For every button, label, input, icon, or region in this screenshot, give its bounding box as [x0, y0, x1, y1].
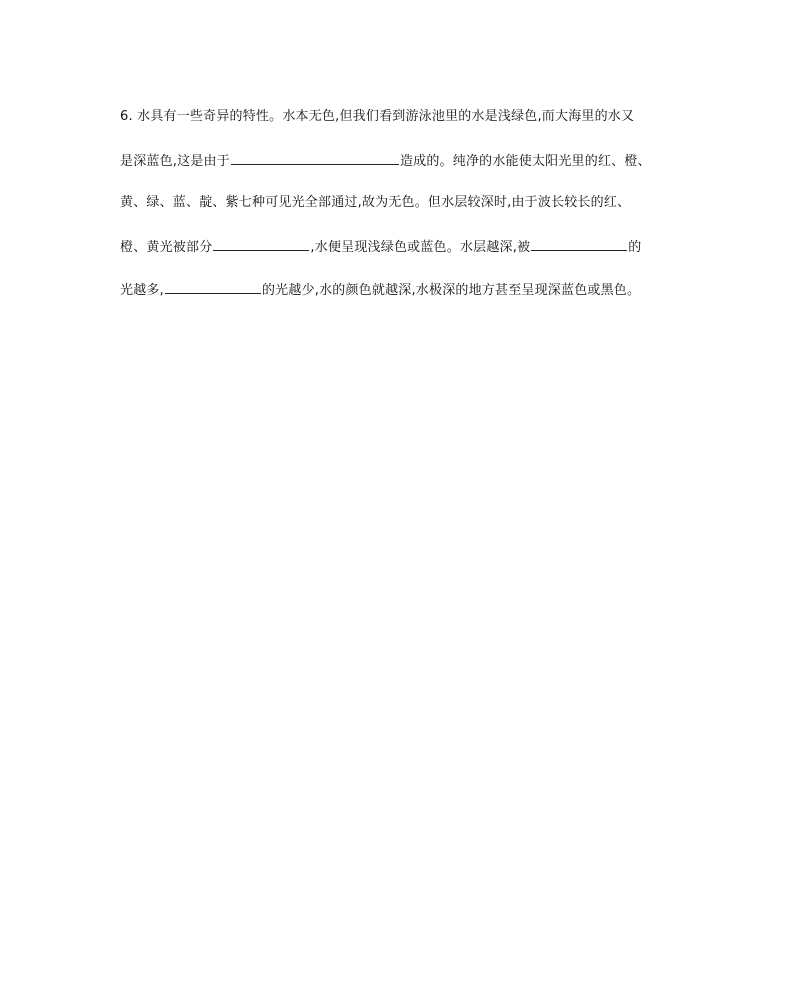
question-text: 的光越少,水的颜色就越深,水极深的地方甚至呈现深蓝色或黑色。 — [261, 283, 641, 298]
question-text: 橙、黄光被部分 — [120, 240, 213, 255]
answer-blank-4[interactable] — [165, 276, 261, 294]
answer-blank-1[interactable] — [231, 147, 399, 165]
question-6 — [120, 104, 680, 319]
question-line-2 — [120, 147, 680, 190]
question-text: 造成的。纯净的水能使太阳光里的红、橙、 — [399, 154, 651, 169]
question-line-3 — [120, 190, 680, 233]
question-text: 6. 水具有一些奇异的特性。水本无色,但我们看到游泳池里的水是浅绿色,而大海里的水又 — [120, 109, 635, 124]
question-line-1 — [120, 104, 680, 147]
answer-blank-2[interactable] — [213, 233, 309, 251]
question-text: 的 — [628, 240, 642, 255]
question-text: 光越多, — [120, 283, 164, 298]
question-line-4 — [120, 233, 680, 276]
question-line-5 — [120, 276, 680, 319]
answer-blank-3[interactable] — [531, 233, 627, 251]
question-text: 黄、绿、蓝、靛、紫七种可见光全部通过,故为无色。但水层较深时,由于波长较长的红、 — [120, 195, 631, 210]
question-text: 是深蓝色,这是由于 — [120, 154, 230, 169]
question-text: ,水便呈现浅绿色或蓝色。水层越深,被 — [310, 240, 531, 255]
